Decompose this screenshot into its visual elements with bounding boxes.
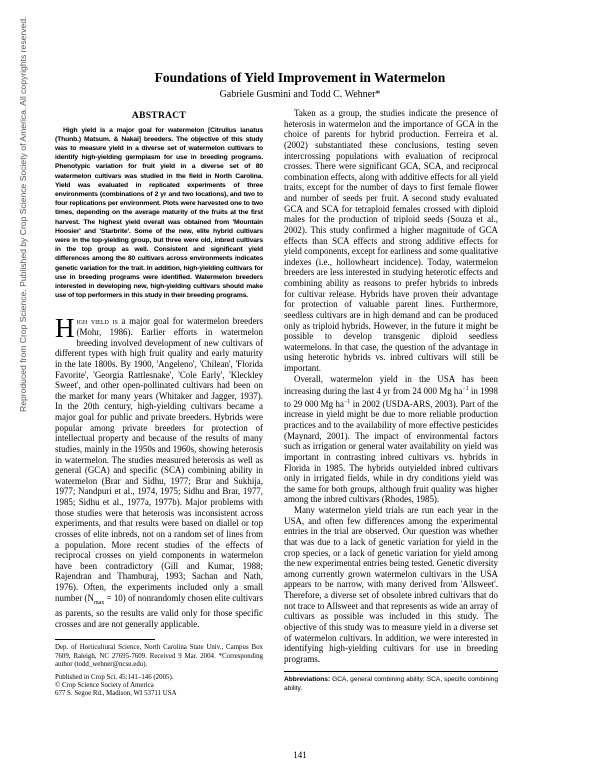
abbreviations-note [284, 676, 498, 693]
intro-subscript: max [93, 599, 105, 606]
paper-title: Foundations of Yield Improvement in Watermelon [154, 70, 446, 85]
body-paragraph [284, 374, 498, 505]
paper-authors: Gabriele Gusmini and Todd C. Wehner* [219, 89, 381, 100]
body-paragraph: Many watermelon yield trials are run each year in the USA, and often few differences among the experimental entries in the trial are observed. Our question was whether that was due to a lack of genetic variation for yield in the crop species, or a lack of genetic variation for yield among the new experimental entries being tested. Genetic diversity among currently grown watermelon cultivars in the USA appears to be narrow, with many derived from 'Allsweet'. Therefore, a diverse set of obsolete inbred cultivars that do not trace to Allsweet and that represents as wide an array of cultivars as possible was included in this study. The objective of this study was to measure yield in a diverse set of watermelon cultivars. In addition, we were interested in identifying high-yielding cultivars for use in breeding programs. [284, 505, 498, 664]
introduction-paragraph [55, 313, 263, 629]
superscript: −1 [343, 398, 351, 405]
body-text: in 2002 (USDA-ARS, 2003). Part of the increase in yield might be due to more reliable production practices and to the availability of more effective pesticides (Maynard, 2001). The impact of environmental factors such as irrigation or general water availability on yield was important in contrasting inbred cultivars vs. hybrids in Florida in 1985. The hybrids outyielded inbred cultivars only in irrigated fields, while in dry conditions yield was the same for both groups, although fruit quality was higher among the inbred cultivars (Rhodes, 1985). [284, 398, 498, 505]
abstract-heading: ABSTRACT [131, 111, 187, 121]
drop-cap: H [55, 313, 75, 344]
left-column [55, 108, 263, 699]
intro-text-tail: = 10) of nonrandomly chosen elite cultivars as parents, so the results are valid only for those specific crosses and are not generally applicable. [55, 592, 263, 629]
superscript: −1 [462, 386, 469, 393]
body-text: in 1998 to 29 000 Mg ha [284, 386, 498, 409]
body-paragraph: Taken as a group, the studies indicate the presence of heterosis in watermelon and the importance of GCA in the choice of parents for hybrid production. Ferreira et al. (2002) substantiated these conclusions, testing seven intercrossing populations with evaluation of reciprocal crosses. There were significant GCA, SCA, and reciprocal combination effects, along with additive effects for all yield traits, except for the number of days to first female flower and number of seeds per fruit. A second study evaluated GCA and SCA for tetraploid females crossed with diploid males for the production of triploid seeds (Souza et al., 2002). This study confirmed a higher magnitude of GCA effects than SCA effects and strong additive effects for yield components, except for earliness and some qualitative indexes (i.e., hollowheart incidence). Today, watermelon breeders are less interested in studying heterotic effects and combining ability as reasons to prefer hybrids to inbreds for cultivar release. Hybrids have proven their advantage for protection of valuable parent lines. Furthermore, seedless cultivars are in high demand and can be produced only as triploid hybrids. However, in the future it might be possible to develop transgenic diploid seedless watermelons. In that case, the question of the advantage in using heterotic hybrids vs. inbred cultivars will still be important. [284, 108, 498, 373]
abbreviations-divider [284, 671, 498, 672]
right-column [284, 108, 498, 693]
body-text: Overall, watermelon yield in the USA has been increasing during the last 4 yr from 24 000 Mg ha [284, 373, 498, 397]
side-notice-text: Reproduced from Crop Science. Published by Crop Science Society of America. All copyrights reserved. [18, 16, 28, 412]
intro-text: a major goal for watermelon breeders (Mohr, 1986). Earlier efforts in watermelon breeding involved development of new cultivars of different types with high fruit quality and early maturity in the late 1800s. By 1900, 'Angeleno', 'Chilean', 'Florida Favorite', 'Georgia Rattlesnake', 'Cole Early', 'Kleckley Sweet', and other open-pollinated cultivars had been on the market for many years (Whitaker and Jagger, 1937). In the 20th century, high-yielding cultivars became a major goal for public and private breeders. Hybrids were popular among private breeders for protection of intellectual property and because of the results of many studies, mainly in the 1950s and 1960s, showing heterosis in watermelon. The studies measured heterosis as well as general (GCA) and specific (SCA) combining ability in watermelon (Brar and Sidhu, 1977; Brar and Sukhija, 1977; Nandpuri et al., 1974, 1975; Sidhu and Brar, 1977, 1985; Sidhu et al., 1977a, 1977b). Major problems with those studies were that heterosis was inconsistent across experiments, and that results were based on diallel or top crosses of elite inbreds, not on a random set of lines from a population. More recent studies of the effects of reciprocal crosses on yield components in watermelon have been contradictory (Gill and Kumar, 1988; Rajendran and Thamburaj, 1993; Sachan and Nath, 1976). Often, the experiments included only a small number (N [55, 316, 263, 603]
footnote [55, 644, 263, 698]
footnote-publication: Published in Crop Sci. 45:141–146 (2005). [55, 673, 174, 681]
abstract-body: High yield is a major goal for watermelon [Citrullus lanatus (Thunb.) Matsum. & Nakai] breeders. The objective of this study was to measure yield in a diverse set of watermelon cultivars to identify high-yielding germplasm for use in breeding programs. Phenotypic variation for fruit yield in a diverse set of 80 watermelon cultivars was studied in the field in North Carolina. Yield was evaluated in replicated experiments of three environments (combinations of 2 yr and two locations), and two to four replications per environment. Plots were harvested one to two times, depending on the average maturity of the fruits at the first harvest. The highest yield overall was obtained from 'Mountain Hoosier' and 'Starbrite'. Some of the new, elite hybrid cultivars were in the top-yielding group, but three were old, inbred cultivars in the top group as well. Consistent and significant yield differences among the 80 cultivars across environments indicates genetic variation for the trait. In addition, high-yielding cultivars for use in breeding programs were identified. Watermelon breeders interested in developing new, high-yielding cultivars should make use of top performers in this study in their breeding programs. [55, 126, 263, 300]
footnote-address: 677 S. Segoe Rd., Madison, WI 53711 USA [55, 690, 177, 698]
intro-lead: igh yield is [76, 316, 118, 327]
page-number: 141 [293, 750, 307, 760]
abbreviations-text: GCA, general combining ability; SCA, specific combining ability. [284, 676, 498, 692]
abbreviations-label: Abbreviations: [284, 676, 331, 684]
footnote-divider [55, 639, 155, 640]
footnote-affiliation: Dep. of Horticultural Science, North Carolina State Univ., Campus Box 7609, Raleigh, NC 27695-7609. Received 9 Mar. 2004. *Corresponding author (todd_wehner@ncsu.edu). [55, 644, 263, 669]
footnote-copyright: © Crop Science Society of America [55, 682, 154, 690]
